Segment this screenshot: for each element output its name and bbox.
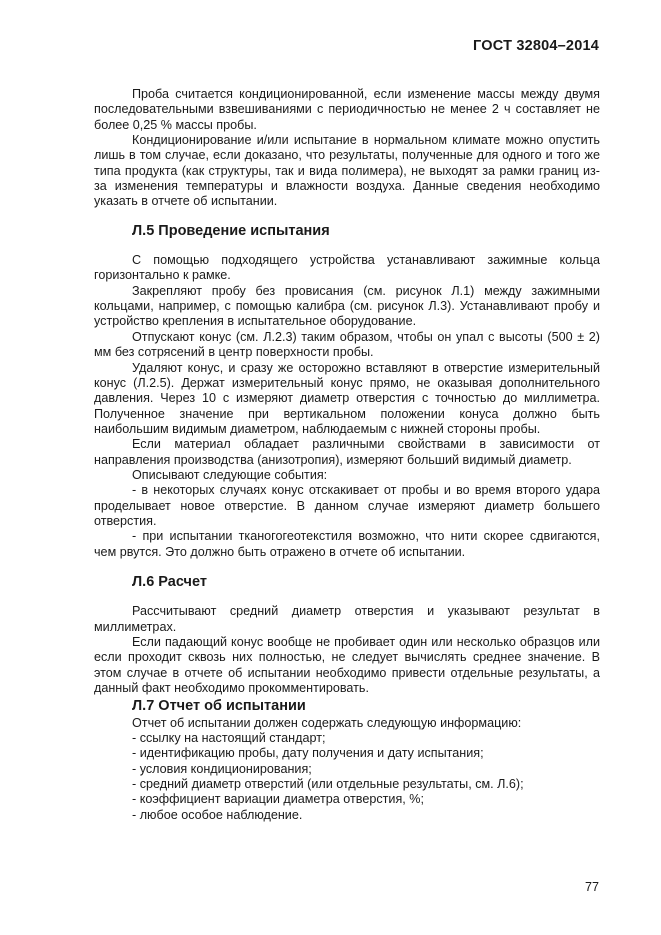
document-code: ГОСТ 32804–2014 — [473, 38, 599, 54]
section-heading-l7: Л.7 Отчет об испытании — [132, 698, 306, 715]
paragraph: Закрепляют пробу без провисания (см. рисунок Л.1) между зажимными кольцами, например, с помощью калибра (см. рисунок Л.3). Устанавливают пробу и устройство крепления в испытательное оборудование. — [94, 283, 600, 329]
paragraph: С помощью подходящего устройства устанавливают зажимные кольца горизонтально к рамке. — [94, 253, 600, 283]
list-item: - средний диаметр отверстий (или отдельные результаты, см. Л.6); — [132, 777, 524, 792]
paragraph: Если материал обладает различными свойствами в зависимости от направления производства (анизотропия), измеряют больший видимый диаметр. — [94, 437, 600, 467]
paragraph: Описывают следующие события: — [132, 467, 328, 482]
list-item: - коэффициент вариации диаметра отверстия, %; — [132, 792, 424, 807]
list-item: - при испытании тканогогеотекстиля возможно, что нити скорее сдвигаются, чем рвутся. Это должно быть отражено в отчете об испытании. — [94, 529, 600, 559]
paragraph: Отпускают конус (см. Л.2.3) таким образом, чтобы он упал с высоты (500 ± 2) мм без сотрясений в центр поверхности пробы. — [94, 329, 600, 360]
section-heading-l6: Л.6 Расчет — [132, 573, 207, 590]
paragraph: Отчет об испытании должен содержать следующую информацию: — [132, 715, 522, 730]
paragraph: Проба считается кондиционированной, если изменение массы между двумя последовательными взвешиваниями с периодичностью не менее 2 ч составляет не более 0,25 % массы пробы. — [94, 87, 600, 132]
list-item: - ссылку на настоящий стандарт; — [132, 731, 326, 746]
paragraph: Рассчитывают средний диаметр отверстия и указывают результат в миллиметрах. — [94, 604, 600, 634]
list-item: - в некоторых случаях конус отскакивает от пробы и во время второго удара проделывает новое отверстие. В данном случае измеряют диаметр большего отверстия. — [94, 483, 600, 528]
list-item: - идентификацию пробы, дату получения и дату испытания; — [132, 746, 484, 761]
paragraph: Удаляют конус, и сразу же осторожно вставляют в отверстие измерительный конус (Л.2.5). Держат измерительный конус прямо, не оказывая дополнительного давления. Через 10 с измеряют диаметр отверстия с точностью до миллиметра. Полученное значение при вертикальном положении конуса должно быть наибольшим видимым диаметром, наблюдаемым с нижней стороны пробы. — [94, 360, 600, 436]
page-content — [94, 87, 600, 823]
paragraph: Если падающий конус вообще не пробивает один или несколько образцов или если проходит сквозь них полностью, не следует вычислять среднее значение. В этом случае в отчете об испытании необходимо привести отдельные результаты, а данный факт необходимо прокомментировать. — [94, 635, 600, 696]
list-item: - любое особое наблюдение. — [132, 807, 303, 822]
paragraph: Кондиционирование и/или испытание в нормальном климате можно опустить лишь в том случае, если доказано, что результаты, полученные для одного и того же типа продукта (как структуры, так и вида полимера), не выходят за рамки границ из-за изменения температуры и влажности воздуха. Данные сведения необходимо указать в отчете об испытании. — [94, 133, 600, 209]
page-number: 77 — [584, 880, 599, 894]
list-item: - условия кондиционирования; — [132, 761, 312, 776]
section-heading-l5: Л.5 Проведение испытания — [132, 222, 330, 239]
